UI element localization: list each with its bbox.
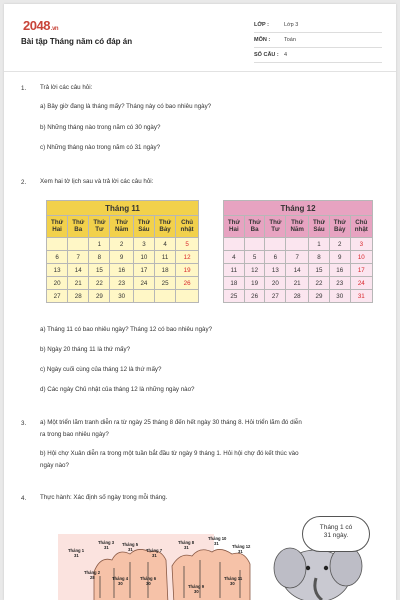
calendar-day: 27 xyxy=(265,290,286,303)
weekday-line: Sáu xyxy=(313,225,325,233)
question-part: a) Tháng 11 có bao nhiêu ngày? Tháng 12 có bao nhiêu ngày? xyxy=(40,326,213,333)
calendar-day: 10 xyxy=(133,251,154,264)
month-label: Tháng 4 xyxy=(112,576,129,581)
calendar-day: 9 xyxy=(329,251,350,264)
meta-value: Lớp 3 xyxy=(284,22,299,28)
calendar-day: 16 xyxy=(110,264,133,277)
weekday-line: Năm xyxy=(290,225,304,233)
meta-value: 4 xyxy=(284,52,288,58)
calendar-day xyxy=(133,290,154,303)
weekday-header xyxy=(286,216,309,238)
month-label: Tháng 12 xyxy=(232,544,251,549)
calendar-day: 23 xyxy=(329,277,350,290)
month-days-label: 28 xyxy=(90,575,95,580)
calendar-day xyxy=(244,238,265,251)
month-label: Tháng 3 xyxy=(98,540,115,545)
calendar-title: Tháng 11 xyxy=(47,201,199,216)
calendar-day: 29 xyxy=(309,290,330,303)
weekday-header xyxy=(265,216,286,238)
calendar-day xyxy=(47,238,68,251)
header-divider xyxy=(4,71,396,72)
calendar-day: 24 xyxy=(133,277,154,290)
month-days-label: 31 xyxy=(74,553,79,558)
weekday-line: Thứ xyxy=(159,219,172,226)
calendar-day: 1 xyxy=(309,238,330,251)
month-label: Tháng 7 xyxy=(146,548,163,553)
calendar-day: 20 xyxy=(47,277,68,290)
calendar-day: 27 xyxy=(47,290,68,303)
weekday-line: Hai xyxy=(52,225,62,233)
weekday-line: Sáu xyxy=(138,225,150,233)
weekday-header xyxy=(110,216,133,238)
meta-row-count xyxy=(254,48,382,63)
weekday-line: Năm xyxy=(114,225,129,233)
calendar-day: 6 xyxy=(265,251,286,264)
calendar-day xyxy=(286,238,309,251)
weekday-header xyxy=(47,216,68,238)
question-part: b) Hội chợ Xuân diễn ra trong một tuần bắt đầu từ ngày 9 tháng 1. Hỏi hội chợ đó kết thúc vào xyxy=(40,450,299,457)
calendar-day: 7 xyxy=(68,251,89,264)
calendar-week-row xyxy=(47,238,199,251)
calendar-day xyxy=(265,238,286,251)
calendar-day: 12 xyxy=(176,251,199,264)
weekday-header xyxy=(350,216,372,238)
question-part-continued: ra trong bao nhiêu ngày? xyxy=(40,431,109,438)
calendar-day: 9 xyxy=(110,251,133,264)
calendar-day xyxy=(176,290,199,303)
calendar-november xyxy=(46,200,199,303)
logo-suffix: .vn xyxy=(50,26,59,32)
calendar-day: 4 xyxy=(224,251,245,264)
question-part: c) Những tháng nào trong năm có 31 ngày? xyxy=(40,144,161,151)
month-days-label: 31 xyxy=(214,541,219,546)
calendar-day: 11 xyxy=(155,251,176,264)
weekday-header xyxy=(68,216,89,238)
weekday-line: Thứ xyxy=(93,219,106,226)
month-days-label: 30 xyxy=(230,581,235,586)
weekday-line: Tư xyxy=(271,225,280,233)
weekday-line: Hai xyxy=(229,225,239,233)
weekday-header xyxy=(89,216,110,238)
weekday-line: Thứ xyxy=(291,219,304,226)
question-part: a) Một triển lãm tranh diễn ra từ ngày 25 tháng 8 đến hết ngày 30 tháng 8. Hỏi triển lãm đó diễn xyxy=(40,419,302,426)
calendar-day: 3 xyxy=(350,238,372,251)
calendar-day: 22 xyxy=(309,277,330,290)
month-days-label: 31 xyxy=(104,545,109,550)
calendar-day: 10 xyxy=(350,251,372,264)
calendar-day: 15 xyxy=(309,264,330,277)
weekday-line: Thứ xyxy=(269,219,282,226)
calendar-day: 6 xyxy=(47,251,68,264)
calendar-title: Tháng 12 xyxy=(224,201,373,216)
calendar-day: 23 xyxy=(110,277,133,290)
question-number: 3. xyxy=(21,420,27,427)
calendar-day: 13 xyxy=(47,264,68,277)
weekday-line: nhật xyxy=(180,225,194,233)
weekday-line: Thứ xyxy=(312,219,326,226)
month-label: Tháng 5 xyxy=(122,542,139,547)
calendar-week-row xyxy=(47,264,199,277)
speech-bubble xyxy=(302,516,370,552)
logo-text: 2048 xyxy=(23,18,50,33)
weekday-header xyxy=(224,216,245,238)
calendar-week-row xyxy=(47,290,199,303)
weekday-header xyxy=(329,216,350,238)
calendar-day: 18 xyxy=(224,277,245,290)
calendar-day: 20 xyxy=(265,277,286,290)
weekday-line: Ba xyxy=(250,225,259,233)
calendar-day: 15 xyxy=(89,264,110,277)
calendar-day: 2 xyxy=(110,238,133,251)
calendar-day: 8 xyxy=(309,251,330,264)
calendar-week-row xyxy=(224,238,373,251)
month-days-label: 31 xyxy=(128,547,133,552)
calendar-day: 19 xyxy=(244,277,265,290)
question-number: 2. xyxy=(21,179,27,186)
calendar-day: 21 xyxy=(68,277,89,290)
month-label: Tháng 11 xyxy=(224,576,243,581)
question-text: Trả lời các câu hỏi: xyxy=(40,84,93,91)
calendar-day: 25 xyxy=(155,277,176,290)
calendar-day: 2 xyxy=(329,238,350,251)
weekday-header xyxy=(155,216,176,238)
weekday-header xyxy=(309,216,330,238)
weekday-line: Thứ xyxy=(51,219,64,226)
calendar-day: 14 xyxy=(286,264,309,277)
calendar-day: 26 xyxy=(244,290,265,303)
question-part: c) Ngày cuối cùng của tháng 12 là thứ mấy? xyxy=(40,366,162,373)
weekday-line: Thứ xyxy=(227,219,240,226)
bubble-text: Tháng 1 có xyxy=(319,524,353,531)
calendar-day: 7 xyxy=(286,251,309,264)
question-text: Xem hai tờ lịch sau và trả lời các câu hỏi: xyxy=(40,178,154,185)
calendar-day: 3 xyxy=(133,238,154,251)
calendar-day: 5 xyxy=(244,251,265,264)
meta-row-subject xyxy=(254,33,382,48)
question-number: 4. xyxy=(21,495,27,502)
question-part-continued: ngày nào? xyxy=(40,462,69,469)
month-label: Tháng 2 xyxy=(84,570,101,575)
weekday-header xyxy=(133,216,154,238)
calendar-day: 12 xyxy=(244,264,265,277)
month-label: Tháng 10 xyxy=(208,536,227,541)
calendar-day: 1 xyxy=(89,238,110,251)
month-days-label: 31 xyxy=(184,545,189,550)
calendar-day: 17 xyxy=(350,264,372,277)
calendar-day: 14 xyxy=(68,264,89,277)
weekday-header xyxy=(176,216,199,238)
weekday-line: Thứ xyxy=(72,219,85,226)
question-number: 1. xyxy=(21,85,27,92)
calendar-week-row xyxy=(47,251,199,264)
weekday-line: Chủ xyxy=(355,219,368,226)
calendar-day: 4 xyxy=(155,238,176,251)
meta-row-class xyxy=(254,18,382,33)
weekday-line: Ba xyxy=(74,225,83,233)
calendar-day: 30 xyxy=(110,290,133,303)
question-text: Thực hành: Xác định số ngày trong mỗi tháng. xyxy=(40,494,168,501)
weekday-line: Chủ xyxy=(181,219,194,226)
calendar-day: 18 xyxy=(155,264,176,277)
calendar-day: 17 xyxy=(133,264,154,277)
meta-value: Toán xyxy=(284,37,296,43)
calendar-day: 29 xyxy=(89,290,110,303)
weekday-header xyxy=(244,216,265,238)
elephant-icon xyxy=(274,546,362,600)
calendar-week-row xyxy=(224,290,373,303)
month-days-label: 30 xyxy=(194,589,199,594)
calendar-day: 31 xyxy=(350,290,372,303)
calendar-day: 19 xyxy=(176,264,199,277)
site-logo[interactable] xyxy=(23,18,58,33)
calendar-day: 5 xyxy=(176,238,199,251)
calendar-day: 24 xyxy=(350,277,372,290)
calendar-day: 21 xyxy=(286,277,309,290)
question-part: d) Các ngày Chủ nhật của tháng 12 là những ngày nào? xyxy=(40,386,195,393)
calendar-day: 11 xyxy=(224,264,245,277)
worksheet-page xyxy=(4,4,396,600)
month-days-label: 30 xyxy=(118,581,123,586)
weekday-line: nhật xyxy=(354,225,368,233)
weekday-line: Thứ xyxy=(248,219,261,226)
calendar-day: 16 xyxy=(329,264,350,277)
page-title: Bài tập Tháng năm có đáp án xyxy=(21,37,133,46)
meta-key: LỚP : xyxy=(254,22,269,28)
calendar-day xyxy=(224,238,245,251)
calendar-week-row xyxy=(47,277,199,290)
question-part: b) Những tháng nào trong năm có 30 ngày? xyxy=(40,124,161,131)
question-part: b) Ngày 20 tháng 11 là thứ mấy? xyxy=(40,346,131,353)
weekday-line: Tư xyxy=(95,225,104,233)
calendar-day xyxy=(68,238,89,251)
calendar-week-row xyxy=(224,264,373,277)
month-label: Tháng 8 xyxy=(178,540,195,545)
month-label: Tháng 1 xyxy=(68,548,85,553)
calendar-week-row xyxy=(224,277,373,290)
weekday-line: Thứ xyxy=(333,219,346,226)
weekday-line: Thứ xyxy=(137,219,150,226)
question-part: a) Bây giờ đang là tháng mấy? Tháng này có bao nhiêu ngày? xyxy=(40,103,212,110)
calendar-day: 28 xyxy=(286,290,309,303)
weekday-line: Bảy xyxy=(334,225,346,233)
weekday-line: Thứ xyxy=(115,219,128,226)
calendar-day: 26 xyxy=(176,277,199,290)
calendar-day: 25 xyxy=(224,290,245,303)
weekday-line: Bảy xyxy=(159,225,171,233)
month-days-label: 30 xyxy=(146,581,151,586)
calendar-week-row xyxy=(224,251,373,264)
calendar-december xyxy=(223,200,373,303)
meta-key: MÔN : xyxy=(254,37,271,43)
month-label: Tháng 9 xyxy=(188,584,205,589)
calendar-day: 30 xyxy=(329,290,350,303)
calendar-day: 8 xyxy=(89,251,110,264)
month-days-label: 31 xyxy=(238,549,243,554)
calendar-day: 28 xyxy=(68,290,89,303)
calendar-day: 13 xyxy=(265,264,286,277)
meta-key: SỐ CÂU : xyxy=(254,52,279,58)
month-days-label: 31 xyxy=(152,553,157,558)
month-label: Tháng 6 xyxy=(140,576,157,581)
calendar-day xyxy=(155,290,176,303)
calendar-day: 22 xyxy=(89,277,110,290)
bubble-text: 31 ngày. xyxy=(323,532,349,540)
